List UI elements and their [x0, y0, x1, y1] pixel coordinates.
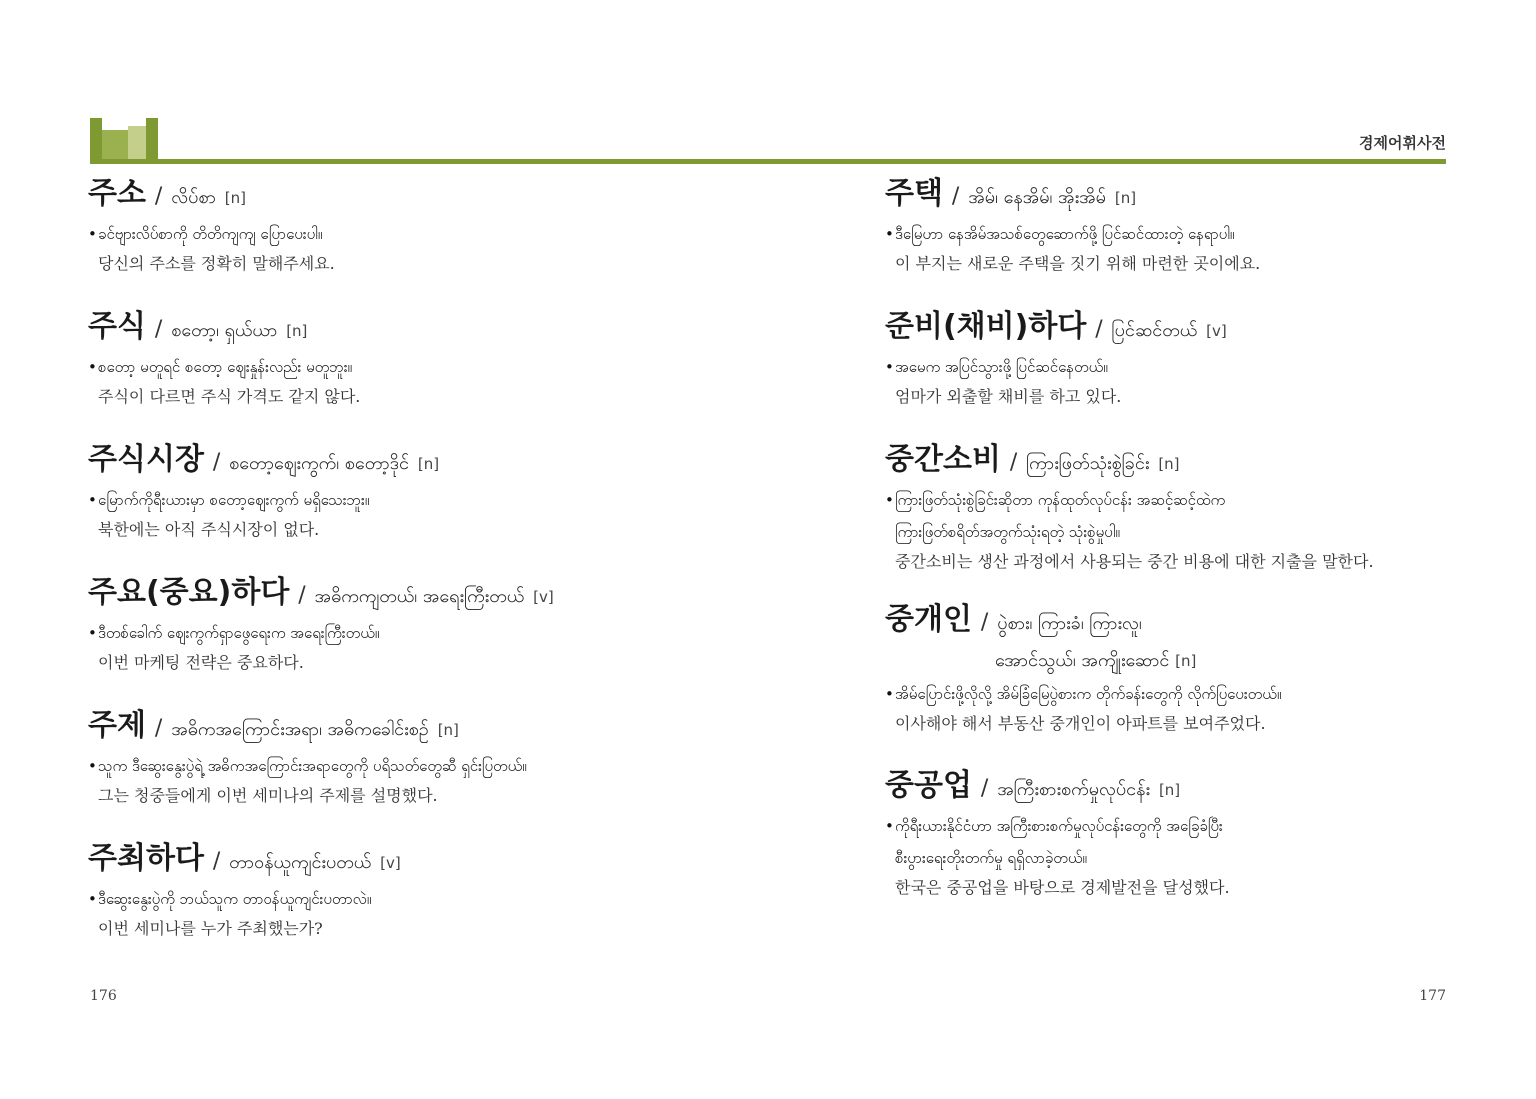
example-korean: 당신의 주소를 정확히 말해주세요. — [98, 254, 335, 273]
example-burmese-text: မြောက်ကိုရီးယားမှာ စတော့ဈေးကွက် မရှိသေးဘူး။ — [98, 491, 370, 509]
example-burmese — [88, 484, 708, 516]
entry-head — [885, 174, 1505, 218]
meaning: လိပ်စာ — [171, 187, 216, 208]
example-burmese-continued: ကြားဖြတ်စရိတ်အတွက်သုံးရတဲ့ သုံးစွဲမှုပါ။ — [895, 523, 1120, 541]
separator: / — [1095, 317, 1103, 342]
part-of-speech: [v] — [533, 588, 554, 606]
part-of-speech: [n] — [286, 322, 308, 340]
bullet: • — [88, 358, 97, 376]
entry — [885, 600, 1505, 766]
entry-head — [88, 573, 708, 617]
example-burmese-text: စတော့ မတူရင် စတော့ ဈေးနှုန်းလည်း မတူဘူး။ — [98, 358, 353, 376]
part-of-speech: [n] — [1175, 652, 1197, 670]
entry-head-continued — [885, 644, 1505, 678]
example-korean: 이번 세미나를 누가 주최했는가? — [98, 919, 323, 938]
example-burmese-text: သူက ဒီဆွေးနွေးပွဲရဲ့ အဓိကအကြောင်းအရာတွေကို ပရိသတ်တွေဆီ ရှင်းပြတယ်။ — [98, 757, 527, 775]
headword: 주요(중요)하다 — [88, 575, 290, 610]
bullet: • — [885, 817, 894, 835]
part-of-speech: [n] — [224, 189, 246, 207]
headword: 중개인 — [885, 602, 972, 637]
entry — [88, 706, 708, 839]
headword: 준비(채비)하다 — [885, 309, 1087, 344]
example-burmese — [88, 617, 708, 649]
entry — [88, 839, 708, 972]
example-burmese — [88, 750, 708, 782]
entry — [88, 174, 708, 307]
running-title: 경제어휘사전 — [1359, 134, 1446, 152]
meaning: ကြားဖြတ်သုံးစွဲခြင်း — [1026, 453, 1150, 474]
entry — [88, 307, 708, 440]
right-column — [885, 174, 1505, 926]
headword: 주식시장 — [88, 442, 204, 477]
meaning: ပြင်ဆင်တယ် — [1111, 320, 1198, 341]
headword: 주소 — [88, 176, 146, 211]
bullet: • — [885, 358, 894, 376]
meaning-continued: အောင်သွယ်၊ အကျိုးဆောင် — [995, 650, 1170, 671]
bullet: • — [885, 491, 894, 509]
page-number-left: 176 — [90, 988, 117, 1004]
entry-head — [88, 706, 708, 750]
separator: / — [154, 716, 163, 741]
headword: 주최하다 — [88, 841, 204, 876]
example-burmese-text: ကိုရီးယားနိုင်ငံဟာ အကြီးစားစက်မှုလုပ်ငန်းတွေကို အခြေခံပြီး — [895, 817, 1223, 835]
bullet: • — [885, 225, 894, 243]
example-korean: 그는 청중들에게 이번 세미나의 주제를 설명했다. — [98, 786, 438, 805]
headword: 주제 — [88, 708, 146, 743]
separator: / — [154, 317, 163, 342]
entry-head — [885, 307, 1505, 351]
example-burmese — [88, 218, 708, 250]
bullet: • — [88, 890, 97, 908]
separator: / — [212, 849, 221, 874]
separator: / — [154, 184, 163, 209]
separator: / — [980, 776, 989, 801]
meaning: အကြီးစားစက်မှုလုပ်ငန်း — [997, 779, 1151, 800]
bullet: • — [885, 685, 894, 703]
meaning: ပွဲစား၊ ကြားခံ၊ ကြားလူ၊ — [997, 613, 1142, 634]
example-korean: 이번 마케팅 전략은 중요하다. — [98, 653, 304, 672]
example-burmese-text: ကြားဖြတ်သုံးစွဲခြင်းဆိုတာ ကုန်ထုတ်လုပ်ငန်း အဆင့်ဆင့်ထဲက — [895, 491, 1226, 509]
header-logo — [90, 118, 160, 160]
entry-head — [88, 440, 708, 484]
meaning: အိမ်၊ နေအိမ်၊ အိုးအိမ် — [968, 187, 1106, 208]
example-korean: 주식이 다르면 주식 가격도 같지 않다. — [98, 387, 361, 406]
left-column — [88, 174, 708, 972]
bullet: • — [88, 624, 97, 642]
example-burmese — [885, 484, 1505, 516]
entry-head — [885, 766, 1505, 810]
example-korean: 한국은 중공업을 바탕으로 경제발전을 달성했다. — [895, 878, 1230, 897]
separator: / — [980, 610, 989, 635]
separator: / — [951, 184, 960, 209]
separator: / — [212, 450, 221, 475]
separator: / — [298, 583, 306, 608]
part-of-speech: [n] — [1114, 189, 1137, 207]
meaning: အဓိကကျတယ်၊ အရေးကြီးတယ် — [314, 586, 525, 607]
example-burmese-continued: စီးပွားရေးတိုးတက်မှု ရရှိလာခဲ့တယ်။ — [895, 849, 1087, 867]
example-burmese-text: အိမ်ပြောင်းဖို့လိုလို့ အိမ်ခြံမြေပွဲစားက တိုက်ခန်းတွေကို လိုက်ပြပေးတယ်။ — [895, 685, 1282, 703]
example-korean: 이사해야 해서 부동산 중개인이 아파트를 보여주었다. — [895, 714, 1266, 733]
logo-bar-3 — [128, 126, 146, 160]
example-burmese-text: ခင်ဗျားလိပ်စာကို တိတိကျကျ ပြောပေးပါ။ — [98, 225, 323, 243]
entry — [885, 440, 1505, 600]
entry — [88, 573, 708, 706]
separator: / — [1009, 450, 1018, 475]
bullet: • — [88, 225, 97, 243]
headword: 주식 — [88, 309, 146, 344]
headword: 중공업 — [885, 768, 972, 803]
example-burmese — [885, 351, 1505, 383]
entry — [885, 307, 1505, 440]
part-of-speech: [v] — [1206, 322, 1227, 340]
example-burmese — [885, 218, 1505, 250]
meaning: စတော့၊ ရှယ်ယာ — [171, 320, 278, 341]
entry-head — [88, 174, 708, 218]
part-of-speech: [n] — [1158, 781, 1181, 799]
meaning: အဓိကအကြောင်းအရာ၊ အဓိကခေါင်းစဉ် — [171, 719, 429, 740]
logo-bar-1 — [90, 118, 102, 160]
page-number-right: 177 — [1419, 988, 1446, 1004]
example-korean: 중간소비는 생산 과정에서 사용되는 중간 비용에 대한 지출을 말한다. — [895, 552, 1374, 571]
entry — [885, 766, 1505, 926]
meaning: တာဝန်ယူကျင်းပတယ် — [229, 852, 372, 873]
example-korean: 북한에는 아직 주식시장이 없다. — [98, 520, 320, 539]
example-burmese — [885, 810, 1505, 842]
part-of-speech: [n] — [1158, 455, 1180, 473]
example-burmese — [88, 883, 708, 915]
example-korean: 이 부지는 새로운 주택을 짓기 위해 마련한 곳이에요. — [895, 254, 1261, 273]
entry-head — [88, 839, 708, 883]
logo-bar-4 — [146, 118, 158, 160]
example-korean: 엄마가 외출할 채비를 하고 있다. — [895, 387, 1122, 406]
headword: 주택 — [885, 176, 943, 211]
entry-head — [885, 440, 1505, 484]
part-of-speech: [n] — [417, 455, 440, 473]
part-of-speech: [v] — [380, 854, 401, 872]
example-burmese-text: ဒီတစ်ခေါက် ဈေးကွက်ရှာဖွေရေးက အရေးကြီးတယ်။ — [98, 624, 380, 642]
example-burmese-text: ဒီမြေဟာ နေအိမ်အသစ်တွေဆောက်ဖို့ ပြင်ဆင်ထားတဲ့ နေရာပါ။ — [895, 225, 1235, 243]
bullet: • — [88, 491, 97, 509]
example-burmese — [885, 678, 1505, 710]
headword: 중간소비 — [885, 442, 1001, 477]
entry — [885, 174, 1505, 307]
logo-bar-2 — [102, 130, 128, 160]
entry — [88, 440, 708, 573]
meaning: စတော့ဈေးကွက်၊ စတော့ဒိုင် — [229, 453, 409, 474]
bullet: • — [88, 757, 97, 775]
entry-head — [88, 307, 708, 351]
example-burmese-text: အမေက အပြင်သွားဖို့ ပြင်ဆင်နေတယ်။ — [895, 358, 1108, 376]
header-rule — [90, 159, 1446, 164]
example-burmese — [88, 351, 708, 383]
example-burmese-text: ဒီဆွေးနွေးပွဲကို ဘယ်သူက တာဝန်ယူကျင်းပတာလဲ။ — [98, 890, 372, 908]
entry-head — [885, 600, 1505, 644]
part-of-speech: [n] — [437, 721, 459, 739]
